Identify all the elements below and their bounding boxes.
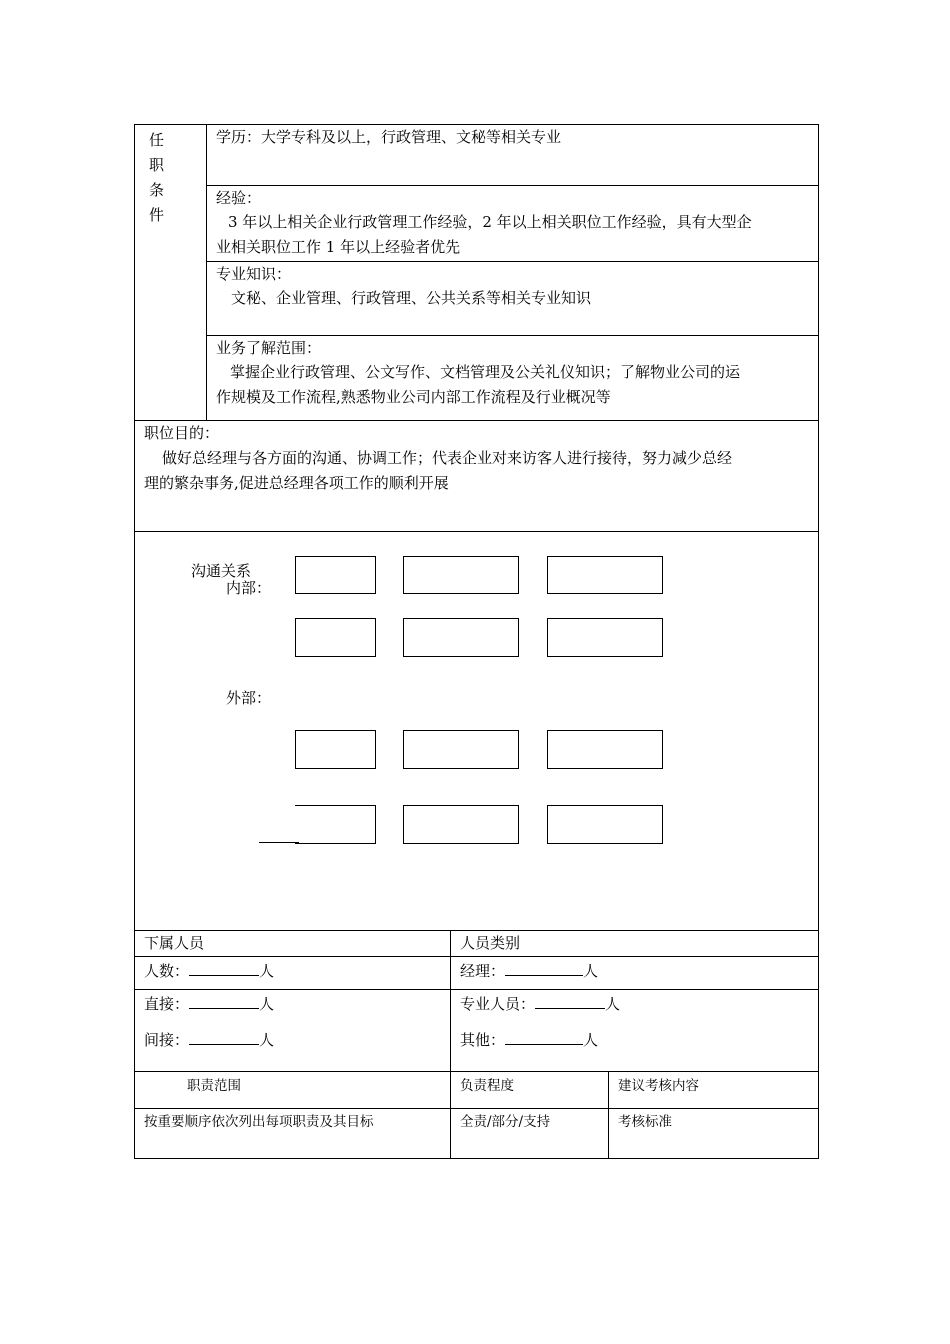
qualifications-label: 任 职 条 件 [149, 131, 165, 224]
category-header: 人员类别 [460, 934, 521, 952]
business-line-2: 作规模及工作流程,熟悉物业公司内部工作流程及行业概况等 [216, 388, 611, 406]
professional-unit: 人 [605, 995, 621, 1013]
experience-line-2: 业相关职位工作 1 年以上经验者优先 [216, 238, 461, 256]
communication-title: 沟通关系 [191, 562, 252, 580]
scope-desc: 按重要顺序依次列出每项职责及其目标 [144, 1114, 374, 1130]
purpose-line-2: 理的繁杂事务,促进总经理各项工作的顺利开展 [144, 474, 449, 492]
education-text: 学历：大学专科及以上，行政管理、文秘等相关专业 [216, 128, 562, 146]
degree-header: 负责程度 [460, 1078, 514, 1094]
direct-unit: 人 [259, 995, 275, 1013]
manager-field[interactable] [460, 961, 598, 980]
internal-box [403, 556, 519, 594]
professional-blank[interactable] [535, 994, 605, 1009]
count-unit: 人 [259, 962, 275, 980]
count-label: 人数： [144, 962, 190, 980]
knowledge-text: 文秘、企业管理、行政管理、公共关系等相关专业知识 [231, 289, 592, 307]
experience-label: 经验： [216, 189, 262, 207]
indirect-blank[interactable] [189, 1030, 259, 1045]
external-box [403, 730, 519, 769]
connector-line [259, 842, 299, 843]
other-label: 其他： [460, 1031, 506, 1049]
professional-label: 专业人员： [460, 995, 536, 1013]
degree-desc: 全责/部分/支持 [460, 1114, 551, 1130]
manager-blank[interactable] [505, 961, 583, 976]
subordinates-header: 下属人员 [144, 934, 205, 952]
other-field[interactable] [460, 1030, 598, 1049]
count-blank[interactable] [189, 961, 259, 976]
external-label: 外部： [226, 689, 272, 707]
experience-line-1: 3 年以上相关企业行政管理工作经验，2 年以上相关职位工作经验，具有大型企 [228, 213, 752, 231]
scope-header: 职责范围 [187, 1078, 241, 1094]
indirect-label: 间接： [144, 1031, 190, 1049]
manager-label: 经理： [460, 962, 506, 980]
external-box [403, 805, 519, 844]
indirect-field[interactable] [144, 1030, 274, 1049]
external-box [547, 805, 663, 844]
external-box [295, 730, 376, 769]
business-label: 业务了解范围： [216, 339, 322, 357]
external-box [295, 805, 376, 844]
indirect-unit: 人 [259, 1031, 275, 1049]
review-header: 建议考核内容 [618, 1078, 699, 1094]
manager-unit: 人 [583, 962, 599, 980]
knowledge-label: 专业知识： [216, 265, 292, 283]
professional-field[interactable] [460, 994, 620, 1013]
other-blank[interactable] [505, 1030, 583, 1045]
internal-box [295, 618, 376, 657]
direct-blank[interactable] [189, 994, 259, 1009]
purpose-line-1: 做好总经理与各方面的沟通、协调工作；代表企业对来访客人进行接待，努力减少总经 [162, 449, 733, 467]
purpose-label: 职位目的： [144, 424, 220, 442]
review-desc: 考核标准 [618, 1114, 672, 1130]
internal-box [403, 618, 519, 657]
internal-label: 内部： [226, 579, 272, 597]
direct-field[interactable] [144, 994, 274, 1013]
count-field[interactable] [144, 961, 274, 980]
internal-box [547, 618, 663, 657]
internal-box [295, 556, 376, 594]
business-line-1: 掌握企业行政管理、公文写作、文档管理及公关礼仪知识；了解物业公司的运 [230, 363, 741, 381]
other-unit: 人 [583, 1031, 599, 1049]
direct-label: 直接： [144, 995, 190, 1013]
internal-box [547, 556, 663, 594]
external-box [547, 730, 663, 769]
